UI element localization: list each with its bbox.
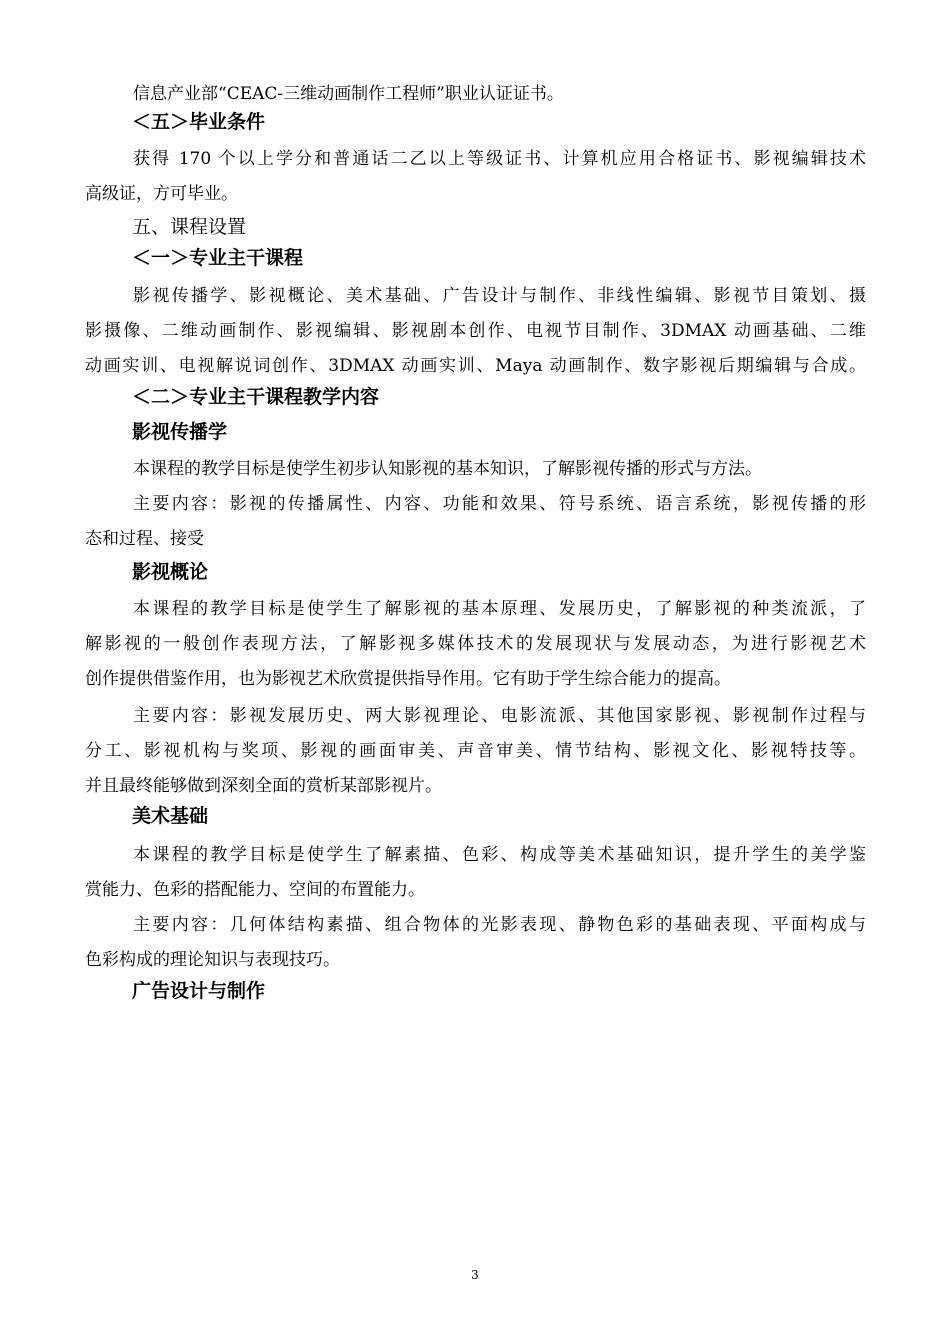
graduation-heading: ＜五＞毕业条件 bbox=[132, 111, 266, 133]
intro-line: 信息产业部“CEAC-三维动画制作工程师”职业认证证书。 bbox=[133, 84, 564, 104]
course-1-line-2: 主要内容：影视的传播属性、内容、功能和效果、符号系统、语言系统，影视传播的形 bbox=[133, 494, 866, 514]
course-title-1: 影视传播学 bbox=[132, 421, 228, 443]
course-2-line-5: 分工、影视机构与奖项、影视的画面审美、声音审美、情节结构、影视文化、影视特技等。 bbox=[85, 741, 866, 761]
core-courses-line-2: 影摄像、二维动画制作、影视编辑、影视剧本创作、电视节目制作、3DMAX 动画基础、二维 bbox=[85, 321, 866, 341]
course-3-line-3: 主要内容：几何体结构素描、组合物体的光影表现、静物色彩的基础表现、平面构成与 bbox=[133, 915, 866, 935]
course-2-line-2: 解影视的一般创作表现方法，了解影视多媒体技术的发展现状与发展动态，为进行影视艺术 bbox=[85, 634, 866, 654]
section-five-title: 五、课程设置 bbox=[132, 216, 247, 238]
core-courses-heading: ＜一＞专业主干课程 bbox=[132, 247, 304, 269]
course-1-line-3: 态和过程、接受 bbox=[85, 529, 204, 549]
course-title-4: 广告设计与制作 bbox=[132, 980, 266, 1002]
course-3-line-2: 赏能力、色彩的搭配能力、空间的布置能力。 bbox=[85, 880, 425, 900]
course-2-line-4: 主要内容：影视发展历史、两大影视理论、电影流派、其他国家影视、影视制作过程与 bbox=[133, 706, 866, 726]
page-number: 3 bbox=[471, 1268, 479, 1282]
course-1-line-1: 本课程的教学目标是使学生初步认知影视的基本知识，了解影视传播的形式与方法。 bbox=[133, 459, 762, 479]
course-2-line-6: 并且最终能够做到深刻全面的赏析某部影视片。 bbox=[85, 776, 442, 796]
graduation-line-2: 高级证，方可毕业。 bbox=[85, 184, 238, 204]
teaching-content-heading: ＜二＞专业主干课程教学内容 bbox=[132, 386, 380, 408]
course-3-line-4: 色彩构成的理论知识与表现技巧。 bbox=[85, 950, 340, 970]
core-courses-line-3: 动画实训、电视解说词创作、3DMAX 动画实训、Maya 动画制作、数字影视后期编辑与合成。 bbox=[85, 356, 866, 376]
course-3-line-1: 本课程的教学目标是使学生了解素描、色彩、构成等美术基础知识，提升学生的美学鉴 bbox=[133, 845, 866, 865]
course-title-2: 影视概论 bbox=[132, 561, 209, 583]
course-2-line-1: 本课程的教学目标是使学生了解影视的基本原理、发展历史，了解影视的种类流派，了 bbox=[133, 599, 866, 619]
course-2-line-3: 创作提供借鉴作用，也为影视艺术欣赏提供指导作用。它有助于学生综合能力的提高。 bbox=[85, 669, 731, 689]
core-courses-line-1: 影视传播学、影视概论、美术基础、广告设计与制作、非线性编辑、影视节目策划、摄 bbox=[133, 286, 866, 306]
graduation-line-1: 获得 170 个以上学分和普通话二乙以上等级证书、计算机应用合格证书、影视编辑技术 bbox=[133, 149, 866, 169]
course-title-3: 美术基础 bbox=[132, 805, 209, 827]
